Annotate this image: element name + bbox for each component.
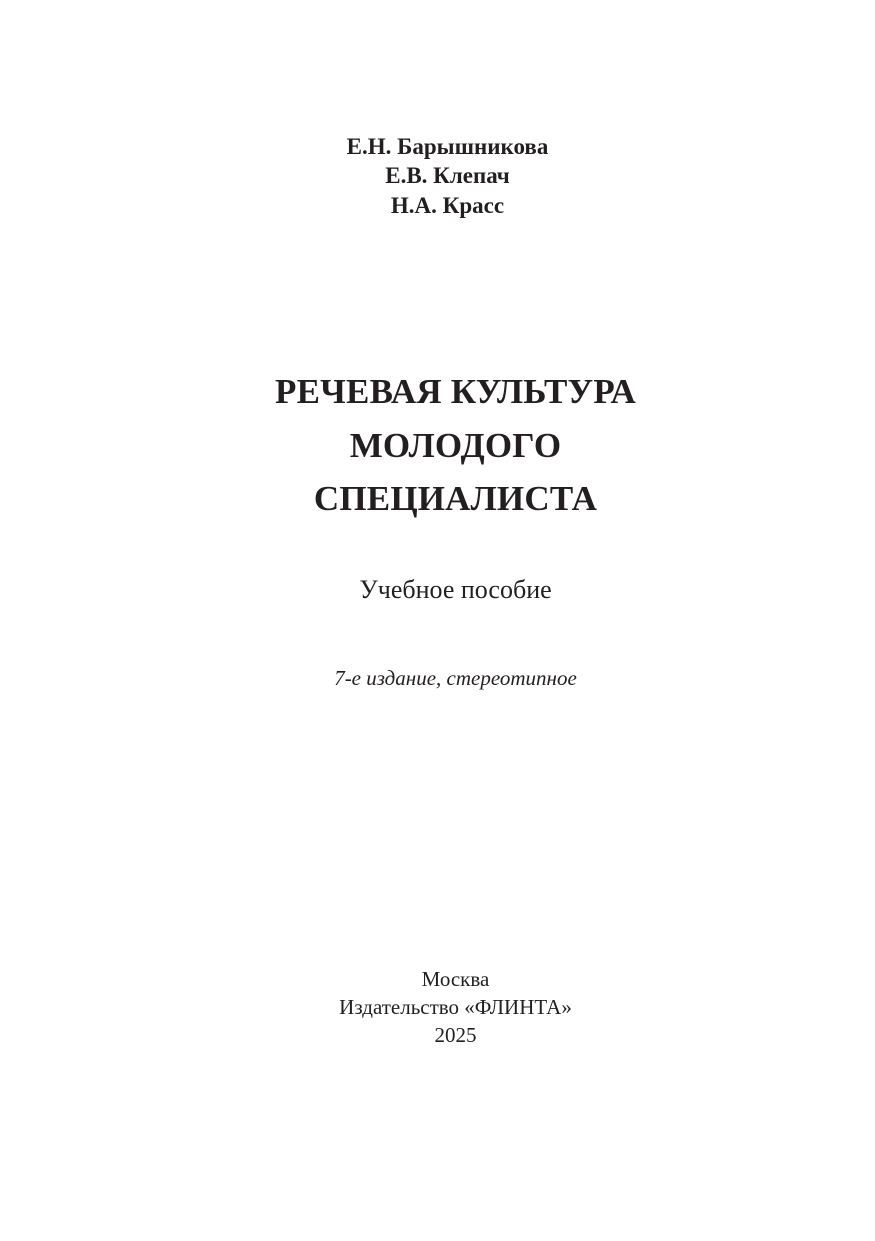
book-title-line: МОЛОДОГО bbox=[349, 426, 562, 465]
imprint-city: Москва bbox=[421, 967, 490, 991]
book-subtitle: Учебное пособие bbox=[359, 575, 552, 604]
book-title-line: РЕЧЕВАЯ КУЛЬТУРА bbox=[275, 372, 636, 411]
author-name: Е.В. Клепач bbox=[385, 163, 510, 188]
edition-note: 7-е издание, стереотипное bbox=[334, 666, 577, 690]
book-title-line: СПЕЦИАЛИСТА bbox=[313, 479, 598, 518]
author-name: Е.Н. Барышникова bbox=[346, 134, 549, 159]
imprint-year: 2025 bbox=[434, 1023, 477, 1047]
imprint-publisher: Издательство «ФЛИНТА» bbox=[339, 995, 572, 1019]
author-name: Н.А. Красс bbox=[390, 193, 505, 218]
